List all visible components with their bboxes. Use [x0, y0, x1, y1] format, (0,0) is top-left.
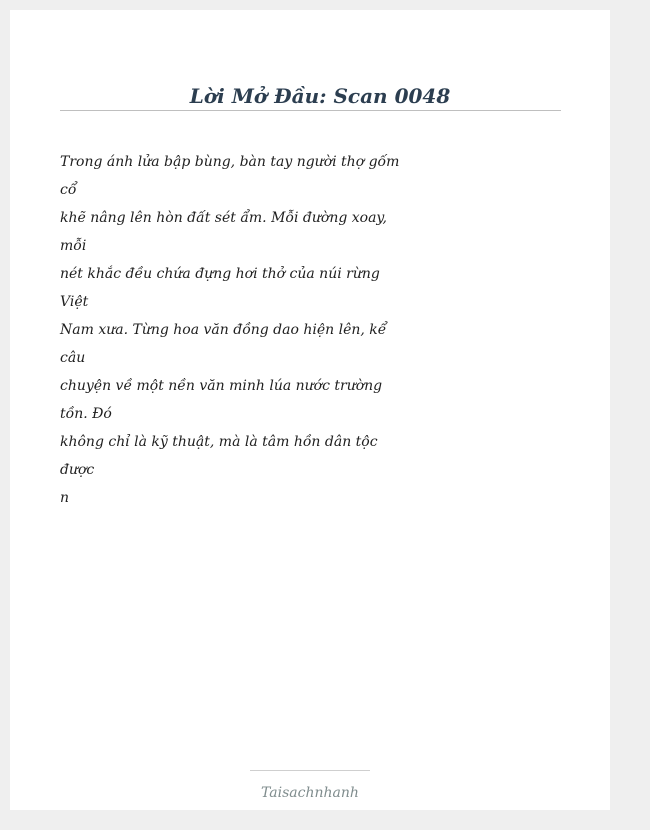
text-line: mỗi	[60, 238, 87, 254]
text-line: khẽ nâng lên hòn đất sét ẩm. Mỗi đường xoay,	[60, 210, 387, 226]
text-line: Việt	[60, 294, 89, 310]
text-line: Trong ánh lửa bập bùng, bàn tay người thợ gốm	[60, 154, 400, 170]
page-title: Lời Mở Đầu: Scan 0048	[189, 84, 451, 108]
text-line: cổ	[60, 182, 77, 198]
document-page	[10, 10, 610, 810]
text-line: n	[60, 490, 70, 506]
text-line: không chỉ là kỹ thuật, mà là tâm hồn dân tộc	[60, 434, 378, 450]
body-text	[60, 148, 400, 512]
title-divider	[60, 110, 561, 111]
footer-divider	[250, 770, 370, 771]
text-line: Nam xưa. Từng hoa văn đồng dao hiện lên, kể	[60, 322, 387, 338]
text-line: tồn. Đó	[60, 406, 112, 422]
footer-source: Taisachnhanh	[261, 785, 359, 801]
text-line: câu	[60, 350, 86, 366]
text-line: được	[60, 462, 95, 478]
text-line: nét khắc đều chứa đựng hơi thở của núi rừng	[60, 266, 380, 282]
text-line: chuyện về một nền văn minh lúa nước trường	[60, 378, 383, 394]
